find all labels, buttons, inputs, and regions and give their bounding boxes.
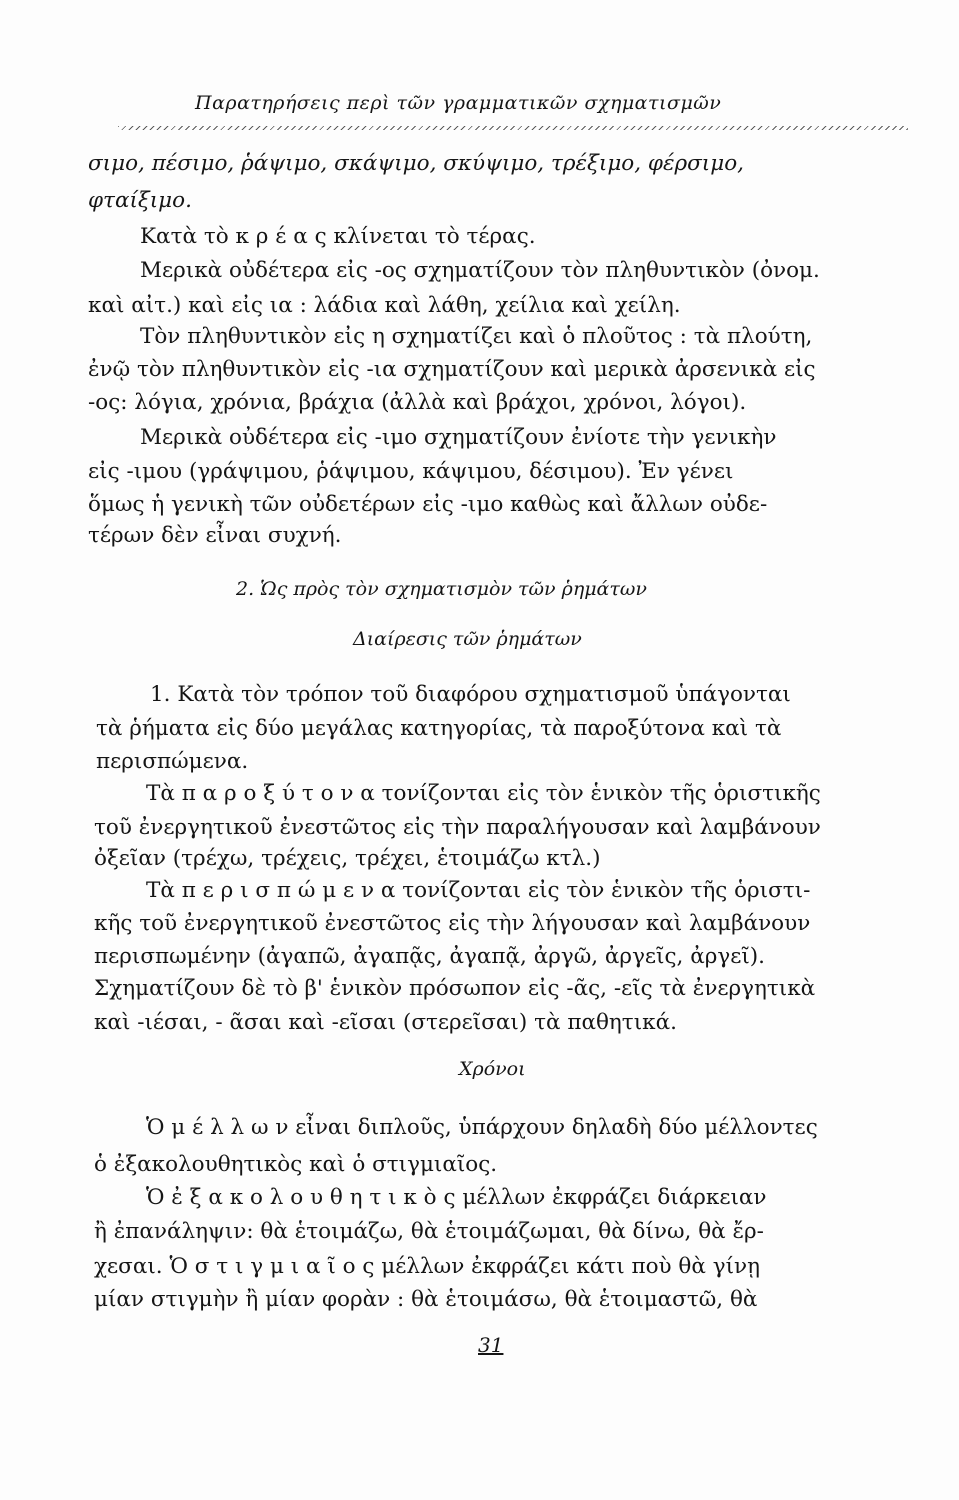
text-line: Ὁ ἐ ξ α κ ο λ ο υ θ η τ ι κ ὸ ς μέλλων ἐκφράζει διάρκειαν: [146, 1185, 767, 1210]
text-line: περισπώμενα.: [96, 749, 249, 774]
text-line: καὶ -ιέσαι, - ᾶσαι καὶ -εῖσαι (στερεῖσαι) τὰ παθητικά.: [94, 1010, 677, 1035]
text-line: φταίξιμο.: [88, 188, 192, 213]
text-line: κῆς τοῦ ἐνεργητικοῦ ἐνεστῶτος εἰς τὴν λήγουσαν καὶ λαμβάνουν: [94, 911, 811, 936]
text-line: ἢ ἐπανάληψιν: θὰ ἑτοιμάζω, θὰ ἑτοιμάζωμαι, θὰ δίνω, θὰ ἔρ-: [94, 1219, 764, 1244]
text-line: Μερικὰ οὐδέτερα εἰς -ιμο σχηματίζουν ἐνίοτε τὴν γενικὴν: [140, 425, 777, 450]
text-line: τὰ ῥήματα εἰς δύο μεγάλας κατηγορίας, τὰ παροξύτονα καὶ τὰ: [96, 716, 782, 741]
text-line: ὀξεῖαν (τρέχω, τρέχεις, τρέχει, ἑτοιμάζω κτλ.): [94, 846, 601, 871]
text-line: Τὸν πληθυντικὸν εἰς η σχηματίζει καὶ ὁ πλοῦτος : τὰ πλούτη,: [140, 324, 813, 349]
text-line: Σχηματίζουν δὲ τὸ β' ἑνικὸν πρόσωπον εἰς -ᾶς, -εῖς τὰ ἐνεργητικὰ: [94, 976, 816, 1001]
subheading-verb-divisions: Διαίρεσις τῶν ῥημάτων: [353, 628, 582, 650]
text-line: Τὰ π ε ρ ι σ π ώ μ ε ν α τονίζονται εἰς τὸν ἑνικὸν τῆς ὁριστι-: [146, 878, 811, 903]
text-line: Μερικὰ οὐδέτερα εἰς -ος σχηματίζουν τὸν πληθυντικὸν (ὀνομ.: [140, 258, 820, 283]
section-heading: 2. Ὡς πρὸς τὸν σχηματισμὸν τῶν ῥημάτων: [236, 578, 647, 600]
page-number: 31: [478, 1333, 504, 1357]
subheading-tenses: Χρόνοι: [459, 1058, 526, 1080]
text-line: χεσαι. Ὁ σ τ ι γ μ ι α ῖ ο ς μέλλων ἐκφράζει κάτι ποὺ θὰ γίνῃ: [94, 1254, 760, 1279]
text-line: ὅμως ἡ γενικὴ τῶν οὐδετέρων εἰς -ιμο καθὼς καὶ ἄλλων οὐδε-: [88, 492, 768, 517]
text-line: μίαν στιγμὴν ἢ μίαν φορὰν : θὰ ἑτοιμάσω, θὰ ἑτοιμαστῶ, θὰ: [94, 1287, 758, 1312]
text-line: Ὁ μ έ λ λ ω ν εἶναι διπλοῦς, ὑπάρχουν δηλαδὴ δύο μέλλοντες: [146, 1115, 818, 1140]
running-header: Παρατηρήσεις περὶ τῶν γραμματικῶν σχηματισμῶν: [195, 92, 722, 114]
text-line: ὁ ἐξακολουθητικὸς καὶ ὁ στιγμιαῖος.: [94, 1152, 498, 1177]
text-line: Κατὰ τὸ κ ρ έ α ς κλίνεται τὸ τέρας.: [140, 224, 536, 249]
text-line: τέρων δὲν εἶναι συχνή.: [88, 523, 342, 548]
text-line: σιμο, πέσιμο, ῥάψιμο, σκάψιμο, σκύψιμο, τρέξιμο, φέρσιμο,: [88, 151, 744, 176]
text-line: Τὰ π α ρ ο ξ ύ τ ο ν α τονίζονται εἰς τὸν ἑνικὸν τῆς ὁριστικῆς: [146, 781, 821, 806]
text-line: εἰς -ιμου (γράψιμου, ῥάψιμου, κάψιμου, δέσιμου). Ἐν γένει: [88, 459, 734, 484]
text-line: ἐνῷ τὸν πληθυντικὸν εἰς -ια σχηματίζουν καὶ μερικὰ ἀρσενικὰ εἰς: [88, 357, 816, 382]
text-line: 1. Κατὰ τὸν τρόπον τοῦ διαφόρου σχηματισμοῦ ὑπάγονται: [150, 682, 791, 707]
header-rule: [118, 126, 908, 130]
text-line: τοῦ ἐνεργητικοῦ ἐνεστῶτος εἰς τὴν παραλήγουσαν καὶ λαμβάνουν: [94, 815, 821, 840]
text-line: περισπωμένην (ἀγαπῶ, ἀγαπᾷς, ἀγαπᾷ, ἀργῶ, ἀργεῖς, ἀργεῖ).: [94, 944, 765, 969]
text-line: -ος: λόγια, χρόνια, βράχια (ἀλλὰ καὶ βράχοι, χρόνοι, λόγοι).: [88, 390, 747, 415]
text-line: καὶ αἰτ.) καὶ εἰς ια : λάδια καὶ λάθη, χείλια καὶ χείλη.: [88, 293, 681, 318]
